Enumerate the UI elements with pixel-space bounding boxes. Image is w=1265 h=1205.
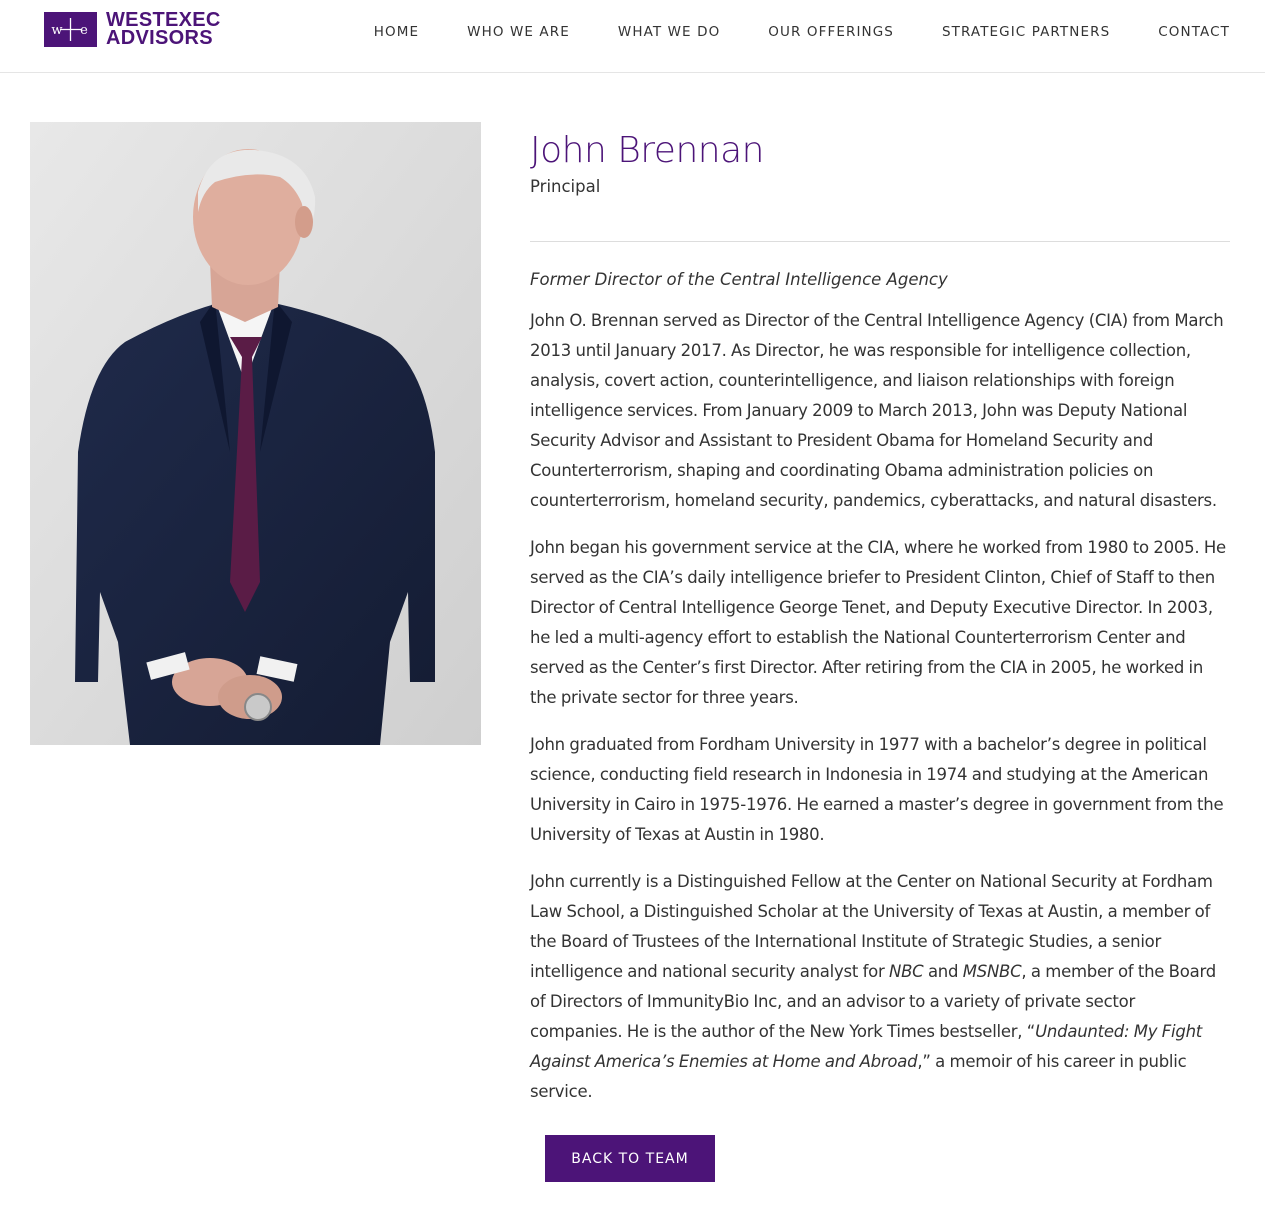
bio-paragraph — [530, 867, 1230, 1107]
bio4-and: and — [923, 962, 963, 981]
bio-paragraph: John began his government service at the CIA, where he worked from 1980 to 2005. He served as the CIA’s daily intelligence briefer to President Clinton, Chief of Staff to then Director of Central Intelligence George Tenet, and Deputy Executive Director. In 2003, he led a multi-agency effort to establish the National Counterterrorism Center and served as the Center’s first Director. After retiring from the CIA in 2005, he worked in the private sector for three years. — [530, 538, 1226, 707]
profile-tagline: Former Director of the Central Intelligence Agency — [530, 270, 948, 289]
svg-text:e: e — [80, 22, 88, 38]
bio4-part1: John currently is a Distinguished Fellow at the Center on National Security at Fordham Law School, a Distinguished Scholar at the University of Texas at Austin, a member of the Board of Trustees of the International Institute of Strategic Studies, a senior intelligence and national security analyst for — [530, 872, 1213, 981]
bio-paragraph: John graduated from Fordham University in 1977 with a bachelor’s degree in political science, conducting field research in Indonesia in 1974 and studying at the American University in Cairo in 1975-1976. He earned a master’s degree in government from the University of Texas at Austin in 1980. — [530, 735, 1224, 844]
bio-paragraph: John O. Brennan served as Director of the Central Intelligence Agency (CIA) from March 2013 until January 2017. As Director, he was responsible for intelligence collection, analysis, covert action, counterintelligence, and liaison relationships with foreign intelligence services. From January 2009 to March 2013, John was Deputy National Security Advisor and Assistant to President Obama for Homeland Security and Counterterrorism, shaping and coordinating Obama administration policies on counterterrorism, homeland security, pandemics, cyberattacks, and natural disasters. — [530, 311, 1224, 510]
site-header — [0, 0, 1265, 73]
brand-name-line1: WESTEXEC — [106, 9, 221, 31]
profile-bio — [530, 306, 1230, 1107]
brand-name — [106, 11, 221, 47]
profile-name: John Brennan — [530, 130, 764, 171]
brand-name-line2: ADVISORS — [106, 27, 213, 49]
nav-item-home[interactable]: HOME — [373, 24, 420, 40]
bio4-part3: ,” a memoir of his career in public service. — [530, 1052, 1187, 1101]
brand-logo[interactable] — [44, 11, 221, 47]
profile-role: Principal — [530, 177, 601, 196]
bio4-book-title: Undaunted: My Fight Against America’s Enemies at Home and Abroad — [530, 1022, 1203, 1071]
nav-item-strategic-partners[interactable]: STRATEGIC PARTNERS — [941, 24, 1111, 40]
bio4-part2: , a member of the Board of Directors of ImmunityBio Inc, and an advisor to a variety of private sector companies. He is the author of the New York Times bestseller, “ — [530, 962, 1216, 1041]
nav-item-our-offerings[interactable]: OUR OFFERINGS — [768, 24, 894, 40]
back-to-team-button[interactable]: BACK TO TEAM — [545, 1135, 715, 1182]
bio4-nbc: NBC — [889, 962, 924, 981]
main-nav — [374, 24, 1230, 40]
profile-photo-illustration — [30, 122, 481, 745]
profile-photo — [30, 122, 481, 745]
logo-mark-icon — [44, 12, 97, 47]
section-divider — [530, 241, 1230, 242]
nav-item-what-we-do[interactable]: WHAT WE DO — [617, 24, 721, 40]
nav-item-contact[interactable]: CONTACT — [1158, 24, 1230, 40]
bio4-msnbc: MSNBC — [962, 962, 1022, 981]
svg-text:w: w — [51, 22, 63, 38]
profile-content — [530, 128, 1230, 1107]
nav-item-who-we-are[interactable]: WHO WE ARE — [467, 24, 570, 40]
